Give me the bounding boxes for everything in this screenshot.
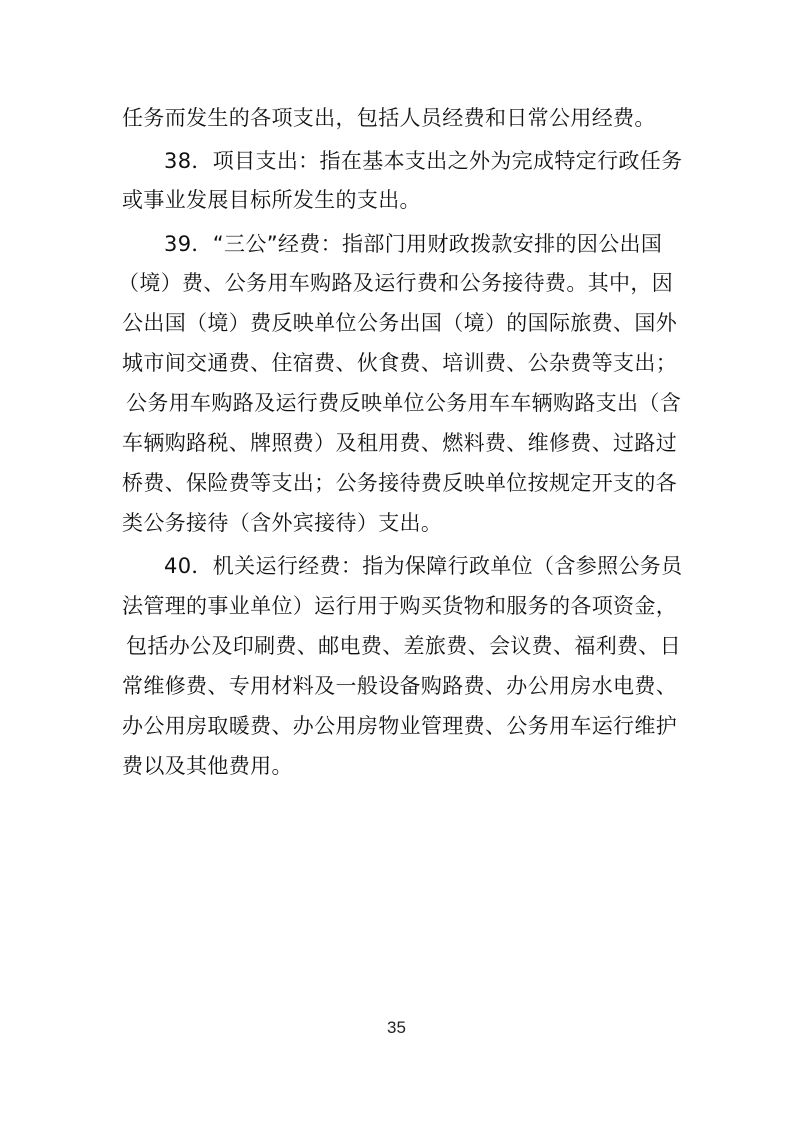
text-line: 法管理的事业单位）运行用于购买货物和服务的各项资金， (122, 594, 678, 618)
text-line: 常维修费、专用材料及一般设备购路费、办公用房水电费、 (122, 674, 678, 698)
text-line: 任务而发生的各项支出，包括人员经费和日常公用经费。 (122, 106, 656, 130)
page-number: 35 (387, 1018, 406, 1037)
text-line: 城市间交通费、住宿费、伙食费、培训费、公杂费等支出； (122, 351, 678, 375)
text-line: 办公用房取暖费、办公用房物业管理费、公务用车运行维护 (122, 714, 678, 738)
text-line: 公出国（境）费反映单位公务出国（境）的国际旅费、国外 (122, 311, 678, 335)
text-line: 车辆购路税、牌照费）及租用费、燃料费、维修费、过路过 (122, 431, 678, 455)
text-line: 包括办公及印刷费、邮电费、差旅费、会议费、福利费、日 (126, 634, 682, 658)
text-line: 或事业发展目标所发生的支出。 (122, 188, 421, 212)
text-line: 桥费、保险费等支出；公务接待费反映单位按规定开支的各 (122, 471, 678, 495)
text-line: 40．机关运行经费：指为保障行政单位（含参照公务员 (164, 554, 683, 578)
text-line: 费以及其他费用。 (122, 754, 293, 778)
text-line: 38．项目支出：指在基本支出之外为完成特定行政任务 (164, 149, 683, 173)
text-line: 39．“三公”经费：指部门用财政拨款安排的因公出国 (164, 232, 663, 256)
text-line: 公务用车购路及运行费反映单位公务用车车辆购路支出（含 (126, 391, 682, 415)
text-line: 类公务接待（含外宾接待）支出。 (122, 511, 443, 535)
text-line: （境）费、公务用车购路及运行费和公务接待费。其中，因 (118, 271, 674, 295)
